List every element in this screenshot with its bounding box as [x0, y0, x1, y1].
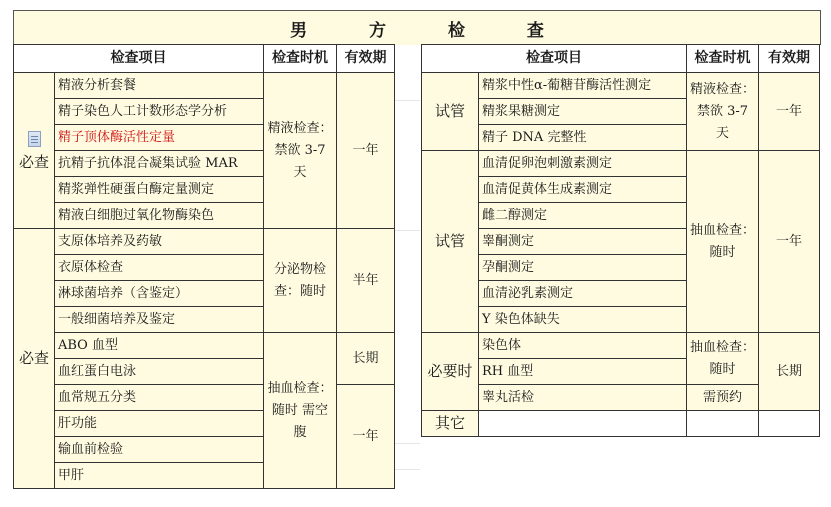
list-item: 精浆果糖测定 [479, 99, 687, 125]
exam-time: 分泌物检查：随时 [264, 229, 337, 333]
list-item: 一般细菌培养及鉴定 [55, 307, 264, 333]
list-item-highlighted: 精子顶体酶活性定量 [55, 125, 264, 151]
list-item: 精子 DNA 完整性 [479, 125, 687, 151]
validity: 长期 [337, 333, 395, 385]
empty-cell [759, 411, 820, 437]
list-item: 输血前检验 [55, 437, 264, 463]
document-icon [28, 131, 41, 147]
gridline [395, 443, 420, 444]
list-item: 抗精子抗体混合凝集试验 MAR [55, 151, 264, 177]
exam-time: 精液检查：禁欲 3-7 天 [687, 73, 759, 151]
group-label-ivf-2: 试管 [422, 151, 479, 333]
group-label-as-needed: 必要时 [422, 333, 479, 411]
list-item: 精液分析套餐 [55, 73, 264, 99]
list-item: 血清促黄体生成素测定 [479, 177, 687, 203]
list-item: 睾酮测定 [479, 229, 687, 255]
list-item: 淋球菌培养（含鉴定） [55, 281, 264, 307]
list-item: 血清促卵泡刺激素测定 [479, 151, 687, 177]
header-item: 检查项目 [14, 45, 264, 73]
validity: 长期 [759, 333, 820, 411]
table-title-text: 男 方 检 查 [290, 20, 572, 41]
list-item: 孕酮测定 [479, 255, 687, 281]
list-item: 染色体 [479, 333, 687, 359]
header-time: 检查时机 [264, 45, 337, 73]
list-item: 血清泌乳素测定 [479, 281, 687, 307]
validity: 一年 [759, 151, 820, 333]
list-item: 甲肝 [55, 463, 264, 489]
validity: 一年 [759, 73, 820, 151]
exam-time: 抽血检查：随时 需空腹 [264, 333, 337, 489]
right-exam-table [421, 44, 820, 437]
group-label-mandatory-1 [14, 73, 55, 229]
header-time: 检查时机 [687, 45, 759, 73]
gridline [395, 469, 420, 470]
list-item: 精液白细胞过氧化物酶染色 [55, 203, 264, 229]
list-item: 精浆中性α-葡糖苷酶活性测定 [479, 73, 687, 99]
header-valid: 有效期 [759, 45, 820, 73]
group-label-ivf-1: 试管 [422, 73, 479, 151]
table-title [13, 10, 821, 45]
empty-cell [687, 411, 759, 437]
list-item: 支原体培养及药敏 [55, 229, 264, 255]
validity: 一年 [337, 73, 395, 229]
table-row [422, 151, 820, 177]
header-row [422, 45, 820, 73]
exam-time: 精液检查：禁欲 3-7 天 [264, 73, 337, 229]
left-exam-table [13, 44, 395, 489]
gridline [395, 230, 420, 231]
list-item: 精子染色人工计数形态学分析 [55, 99, 264, 125]
table-row [14, 73, 395, 99]
list-item: 精浆弹性硬蛋白酶定量测定 [55, 177, 264, 203]
table-row [14, 229, 395, 255]
group-label-text: 必查 [18, 153, 49, 171]
list-item: 血红蛋白电泳 [55, 359, 264, 385]
header-item: 检查项目 [422, 45, 687, 73]
empty-cell [479, 411, 687, 437]
list-item: Y 染色体缺失 [479, 307, 687, 333]
group-label-mandatory-2: 必查 [14, 229, 55, 489]
exam-time-appointment: 需预约 [687, 385, 759, 411]
list-item: 衣原体检查 [55, 255, 264, 281]
list-item: 雌二醇测定 [479, 203, 687, 229]
list-item: ABO 血型 [55, 333, 264, 359]
table-row [422, 73, 820, 99]
validity: 一年 [337, 385, 395, 489]
list-item: 肝功能 [55, 411, 264, 437]
list-item: 睾丸活检 [479, 385, 687, 411]
list-item: RH 血型 [479, 359, 687, 385]
header-valid: 有效期 [337, 45, 395, 73]
table-row [422, 411, 820, 437]
table-row [422, 333, 820, 359]
validity: 半年 [337, 229, 395, 333]
list-item: 血常规五分类 [55, 385, 264, 411]
group-label-other: 其它 [422, 411, 479, 437]
exam-time: 抽血检查：随时 [687, 333, 759, 385]
gridline [395, 100, 420, 101]
header-row [14, 45, 395, 73]
exam-time: 抽血检查：随时 [687, 151, 759, 333]
